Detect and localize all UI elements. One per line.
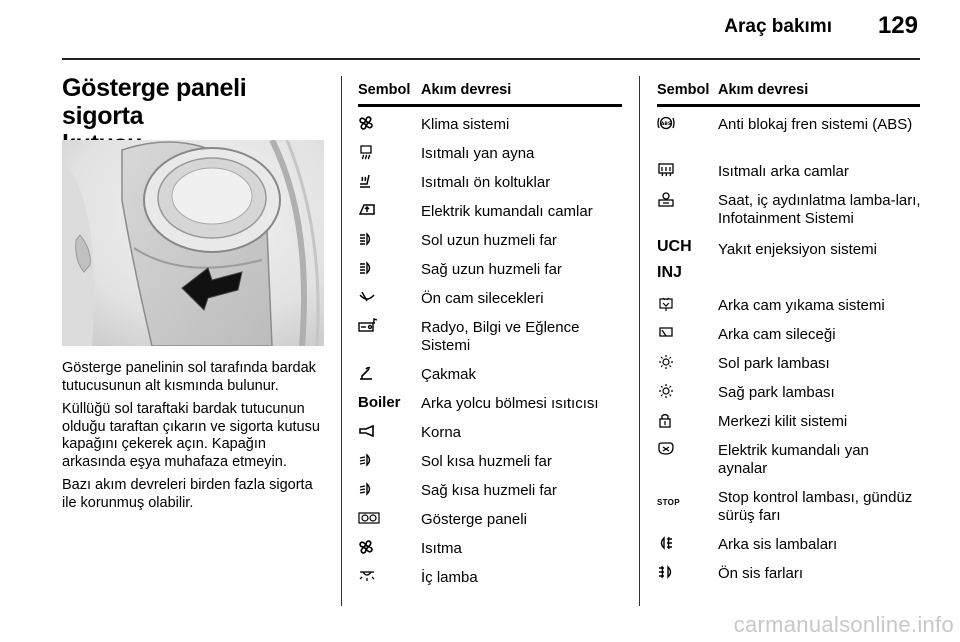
circuit-label: Sağ park lambası — [718, 384, 835, 401]
instrument-panel-icon — [358, 510, 414, 528]
circuit-label: Radyo, Bilgi ve Eğlence Sistemi — [421, 319, 580, 354]
circuit-label: Sol park lambası — [718, 355, 830, 372]
circuit-label: Arka sis lambaları — [718, 536, 838, 553]
circuit-label: Ön sis farları — [718, 565, 804, 582]
clock-lamp-icon — [657, 191, 713, 209]
stop-lamp-symbol: STOP — [657, 498, 680, 507]
page-header — [62, 0, 920, 60]
watermark: carmanualsonline.info — [733, 612, 954, 637]
table-row — [358, 194, 622, 223]
fuse-table-left — [358, 80, 622, 589]
rear-fog-icon — [657, 535, 713, 553]
front-wiper-icon — [358, 289, 414, 307]
cigarette-lighter-icon — [358, 365, 414, 383]
table-row — [358, 107, 622, 136]
circuit-label: Merkezi kilit sistemi — [718, 413, 848, 430]
table-row — [657, 433, 920, 480]
left-parking-lamp-icon — [657, 354, 713, 372]
table-row — [358, 357, 622, 386]
table-row — [657, 375, 920, 404]
table-row — [358, 281, 622, 310]
heated-mirror-icon — [358, 144, 414, 162]
circuit-label: Arka cam sileceği — [718, 326, 836, 343]
circuit-label: Elektrik kumandalı camlar — [421, 203, 593, 220]
circuit-label: İç lamba — [421, 569, 478, 586]
table-header — [358, 80, 622, 107]
page-number: 129 — [877, 12, 918, 39]
central-lock-icon — [657, 412, 713, 430]
low-beam-left-icon — [358, 452, 414, 470]
circuit-label: Sol kısa huzmeli far — [421, 453, 552, 470]
table-row — [657, 232, 920, 288]
svg-text:ABS: ABS — [660, 122, 672, 127]
power-window-icon — [358, 202, 414, 220]
section-body — [62, 360, 330, 518]
circuit-label: Sağ uzun huzmeli far — [421, 261, 562, 278]
heating-icon — [358, 539, 414, 557]
heated-seat-icon — [358, 173, 414, 191]
low-beam-right-icon — [358, 481, 414, 499]
circuit-label: Arka cam yıkama sistemi — [718, 297, 885, 314]
table-row — [358, 136, 622, 165]
fuel-injection-symbol — [657, 234, 713, 281]
table-row — [358, 502, 622, 531]
circuit-label: Isıtmalı arka camlar — [718, 163, 849, 180]
right-parking-lamp-icon — [657, 383, 713, 401]
rear-defrost-icon — [657, 162, 713, 180]
table-row — [358, 252, 622, 281]
fuse-box-photo — [62, 140, 324, 346]
circuit-label: Gösterge paneli — [421, 511, 527, 528]
circuit-label: Sağ kısa huzmeli far — [421, 482, 557, 499]
abs-icon — [657, 115, 713, 133]
circuit-label: Anti blokaj fren sistemi (ABS) — [718, 116, 913, 133]
front-fog-icon — [657, 564, 713, 582]
table-row — [657, 183, 920, 232]
column-divider — [341, 76, 342, 606]
rear-washer-icon — [657, 296, 713, 314]
table-row — [657, 288, 920, 317]
circuit-label: Ön cam silecekleri — [421, 290, 544, 307]
header-circuit: Akım devresi — [421, 82, 512, 98]
circuit-label: Saat, iç aydınlatma lamba-ları, Infotainment Sistemi — [718, 192, 921, 227]
paragraph: Küllüğü sol taraftaki bardak tutucunun olduğu taraftan çıkarın ve sigorta kutusu kapağını çekerek açın. Kapağın arkasında eşya muhafaza etmeyin. — [62, 401, 320, 470]
boiler-symbol: Boiler — [358, 394, 401, 411]
symbol-line: UCH — [657, 238, 692, 255]
table-row — [358, 165, 622, 194]
table-row — [358, 223, 622, 252]
table-row — [358, 310, 622, 357]
circuit-label: Klima sistemi — [421, 116, 510, 133]
circuit-label: Sol uzun huzmeli far — [421, 232, 557, 249]
table-row — [358, 473, 622, 502]
circuit-label: Çakmak — [421, 366, 477, 383]
table-row — [358, 560, 622, 589]
table-row — [657, 107, 920, 154]
section-title-line1: Gösterge paneli sigorta — [62, 74, 247, 130]
table-row — [657, 346, 920, 375]
column-divider — [639, 76, 640, 606]
table-row — [358, 531, 622, 560]
paragraph: Gösterge panelinin sol tarafında bardak tutucusunun alt kısmında bulunur. — [62, 360, 316, 394]
radio-icon — [358, 318, 414, 336]
circuit-label: Isıtmalı ön koltuklar — [421, 174, 551, 191]
table-row — [657, 404, 920, 433]
fan-icon — [358, 115, 414, 133]
table-row — [358, 444, 622, 473]
symbol-line: INJ — [657, 264, 682, 281]
header-symbol: Sembol — [657, 82, 710, 98]
chapter-title: Araç bakımı — [724, 16, 832, 37]
header-circuit: Akım devresi — [718, 82, 809, 98]
circuit-label: Elektrik kumandalı yan aynalar — [718, 442, 869, 477]
left-column — [62, 74, 330, 511]
circuit-label: Isıtmalı yan ayna — [421, 145, 535, 162]
table-row — [657, 480, 920, 527]
horn-icon — [358, 423, 414, 441]
circuit-label: Arka yolcu bölmesi ısıtıcısı — [421, 395, 599, 412]
power-mirror-icon — [657, 441, 713, 459]
circuit-label: Korna — [421, 424, 462, 441]
table-row — [358, 415, 622, 444]
circuit-label: Yakıt enjeksiyon sistemi — [718, 241, 877, 258]
circuit-label: Stop kontrol lambası, gündüz sürüş farı — [718, 489, 913, 524]
table-header — [657, 80, 920, 107]
table-row — [657, 317, 920, 346]
paragraph: Bazı akım devreleri birden fazla sigorta ile korunmuş olabilir. — [62, 477, 313, 511]
fuse-table-right — [657, 80, 920, 585]
rear-wiper-icon — [657, 325, 713, 343]
header-symbol: Sembol — [358, 82, 411, 98]
table-row — [657, 556, 920, 585]
table-row — [657, 527, 920, 556]
table-row — [657, 154, 920, 183]
high-beam-right-icon — [358, 260, 414, 278]
table-row — [358, 386, 622, 415]
high-beam-left-icon — [358, 231, 414, 249]
circuit-label: Isıtma — [421, 540, 462, 557]
interior-lamp-icon — [358, 568, 414, 586]
